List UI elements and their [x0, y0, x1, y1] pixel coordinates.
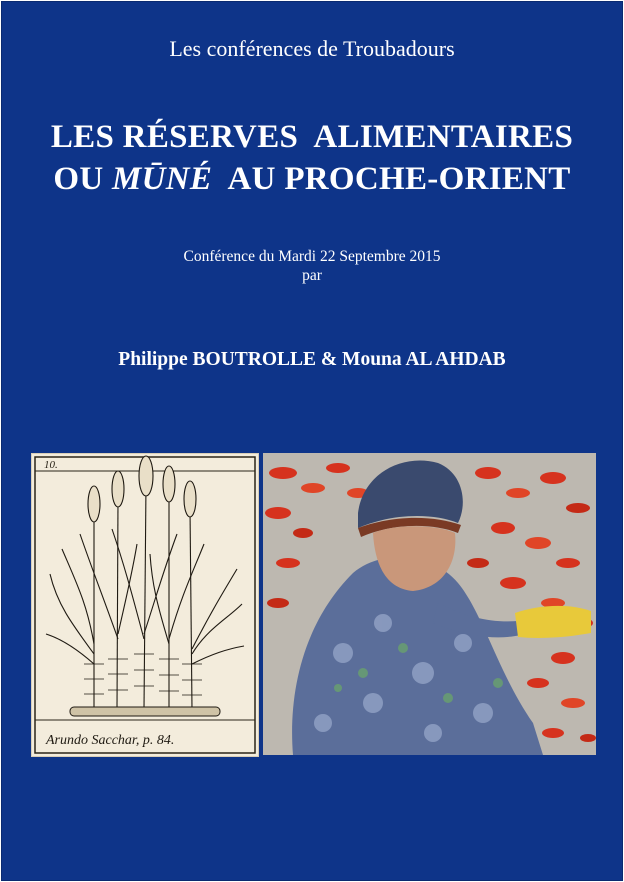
plate-caption: Arundo Sacchar, p. 84. — [46, 733, 175, 748]
title-prefix: OU — [53, 161, 113, 197]
series-title: Les conférences de Troubadours — [169, 36, 455, 61]
by-line: par — [302, 267, 322, 284]
main-title-line-1: LES RÉSERVES ALIMENTAIRES — [50, 119, 574, 155]
botanical-plate-image — [31, 453, 259, 757]
main-title — [2, 116, 622, 200]
main-title-line-2 — [2, 158, 622, 200]
date-line: Conférence du Mardi 22 Septembre 2015 — [183, 248, 441, 265]
plate-number: 10. — [44, 459, 58, 471]
title-mune: MŪNÉ — [112, 161, 213, 197]
conference-date — [2, 247, 622, 285]
title-suffix: AU PROCHE-ORIENT — [212, 161, 571, 197]
woman-drying-tomatoes-illustration — [263, 453, 596, 755]
drying-tomatoes-photo — [263, 453, 596, 755]
book-cover — [1, 1, 623, 881]
authors: Philippe BOUTROLLE & Mouna AL AHDAB — [118, 349, 506, 370]
sugarcane-engraving — [32, 454, 258, 756]
